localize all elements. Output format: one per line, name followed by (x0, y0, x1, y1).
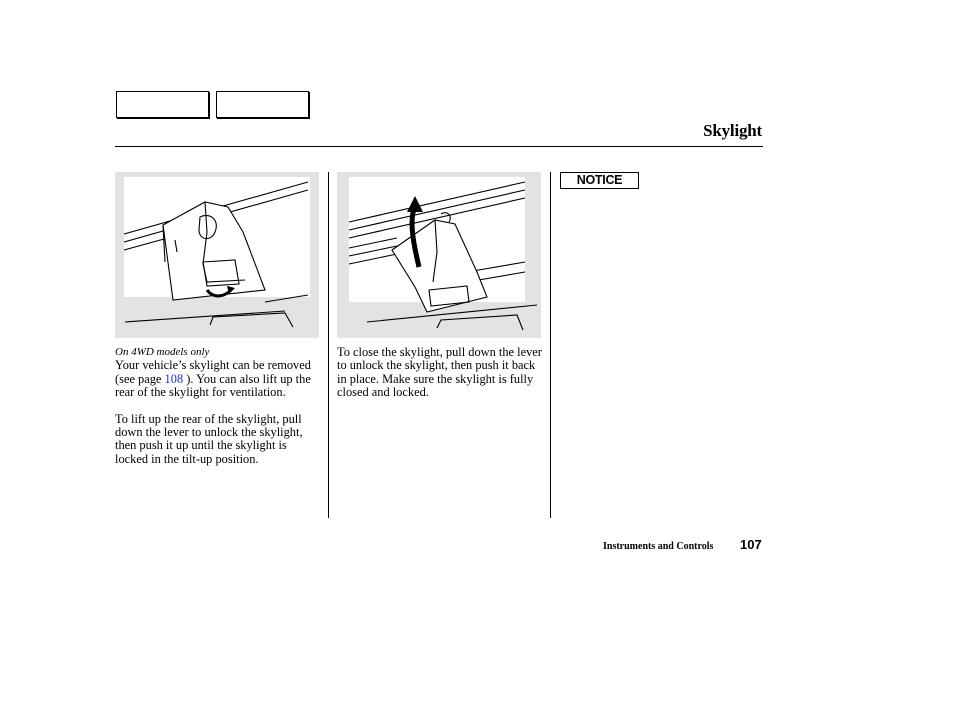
skylight-lever-figure-1 (115, 172, 319, 338)
left-paragraph-2: To lift up the rear of the skylight, pull down the lever to unlock the skylight, then push it up until the skylight is locked in the tilt-up position. (115, 411, 303, 466)
figure-caption: On 4WD models only (115, 346, 210, 358)
left-paragraph-1-start: Your vehicle’s skylight can be removed (see page (115, 358, 311, 386)
nav-tab-1[interactable] (116, 91, 209, 118)
middle-column-text (337, 346, 542, 400)
left-column-text (115, 346, 320, 466)
column-divider-2 (550, 172, 551, 518)
page-108-link[interactable]: 108 (164, 371, 184, 386)
skylight-lever-figure-2 (337, 172, 541, 338)
section-name: Instruments and Controls (603, 541, 714, 552)
page-title: Skylight (703, 121, 762, 140)
page-number: 107 (740, 537, 762, 552)
left-paragraph-1 (115, 359, 320, 399)
column-divider-1 (328, 172, 329, 518)
left-paragraph-1-end: ). You can also lift up the rear of the skylight for ventilation. (115, 371, 311, 400)
header-rule (115, 146, 763, 147)
middle-paragraph-1: To close the skylight, pull down the lever to unlock the skylight, then push it back in place. Make sure the skylight is fully closed and locked. (337, 345, 542, 400)
notice-label: NOTICE (560, 172, 639, 189)
nav-tab-2[interactable] (216, 91, 309, 118)
